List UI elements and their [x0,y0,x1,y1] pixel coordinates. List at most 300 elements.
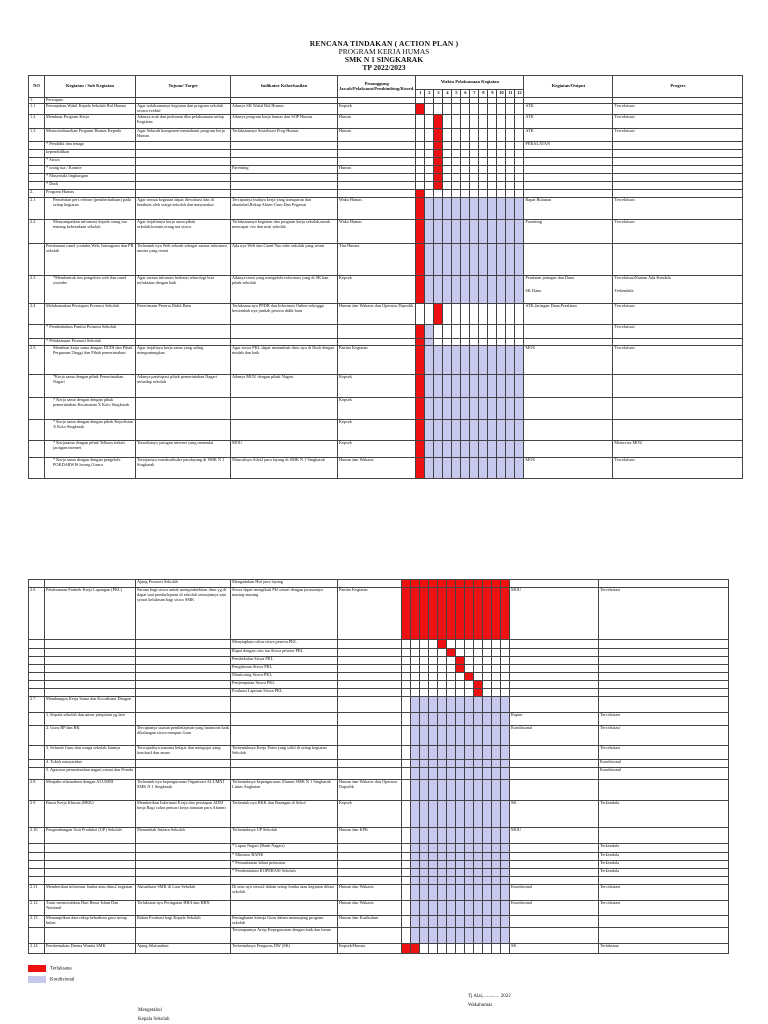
week-cell-6 [447,780,456,801]
row-kegiatan: *Membentuk tim pengelola web dan canel youtube [45,276,136,304]
row-tujuan [136,174,231,182]
week-cell-3 [420,944,429,954]
row-indikator: * Pemanfaatan lahan pertanian [231,861,338,869]
week-cell-6 [447,901,456,916]
week-cell-3 [434,142,443,150]
row-indikator: Evaluasi Laporan Siswa PKL [231,689,338,697]
row-indikator: * Lapau Nagari (Bank Nagari) [231,844,338,853]
row-output [510,916,599,928]
row-kegiatan: * Siswa [45,158,136,166]
row-output [524,339,613,346]
row-number [29,458,45,479]
doc-title: RENCANA TINDAKAN ( ACTION PLAN ) [309,39,459,48]
week-cell-10 [497,142,506,150]
week-cell-4 [429,657,438,665]
week-cell-5 [438,580,447,588]
week-cell-12 [501,689,510,697]
week-cell-1 [416,158,425,166]
week-cell-9 [488,276,497,304]
week-cell-2 [411,640,420,649]
table-row [29,339,743,346]
week-cell-9 [474,640,483,649]
week-cell-12 [501,697,510,713]
week-cell-1 [416,458,425,479]
row-number: 2.11 [29,885,45,901]
week-cell-1 [402,877,411,885]
row-tujuan: Agar sarana infomasi berbasis teknologi bisa terlaksana dengan baik [136,276,231,304]
week-cell-5 [438,746,447,760]
week-cell-4 [429,885,438,901]
row-number [29,760,45,768]
week-cell-1 [402,885,411,901]
week-cell-1 [402,861,411,869]
row-indikator [231,182,338,190]
week-cell-10 [497,276,506,304]
row-number [29,673,45,681]
week-cell-10 [497,174,506,182]
week-cell-12 [515,166,524,174]
row-kegiatan: kependidikan [45,150,136,158]
week-header-6: 6 [461,90,470,98]
week-cell-10 [483,588,492,640]
row-kegiatan: Mensosialisasikan Program Humas Kepada [45,129,136,142]
row-progres [599,928,729,944]
week-cell-10 [497,150,506,158]
week-cell-1 [416,115,425,129]
row-penanggung-jawab: Humas dan Wakasis [338,901,402,916]
week-cell-6 [461,325,470,339]
week-cell-7 [456,861,465,869]
row-progres [599,640,729,649]
week-cell-9 [474,681,483,689]
row-penanggung-jawab: Humas [338,166,416,174]
week-cell-9 [488,166,497,174]
row-penanggung-jawab [338,150,416,158]
row-kegiatan: 5. Aparatur pemerintahan nagari,camat dan Pemda [45,768,136,780]
row-progres: Kondisional [599,760,729,768]
week-cell-7 [456,780,465,801]
week-cell-10 [483,828,492,844]
week-cell-4 [429,726,438,746]
week-cell-10 [483,697,492,713]
week-cell-2 [425,129,434,142]
week-cell-11 [492,746,501,760]
week-cell-7 [456,828,465,844]
row-penanggung-jawab [338,844,402,853]
week-cell-12 [501,580,510,588]
week-cell-4 [429,713,438,726]
row-indikator: Agar siswa PKL dapat menambah ilmu nya di Dudi dengan mudah dan baik [231,346,338,375]
week-cell-4 [429,844,438,853]
row-penanggung-jawab [338,697,402,713]
week-cell-12 [515,142,524,150]
week-header-5: 5 [452,90,461,98]
row-indikator: MOU [231,441,338,458]
week-cell-10 [483,877,492,885]
week-cell-7 [470,166,479,174]
week-cell-7 [470,441,479,458]
week-cell-1 [416,129,425,142]
row-progres: Terkendala [599,853,729,861]
week-cell-3 [434,441,443,458]
week-cell-5 [438,877,447,885]
week-cell-11 [506,166,515,174]
week-cell-2 [411,746,420,760]
table-row [29,689,729,697]
week-cell-1 [416,182,425,190]
week-cell-9 [488,346,497,375]
row-progres: Tercelaisasi [613,325,743,339]
row-number [29,150,45,158]
row-tujuan [136,657,231,665]
week-cell-11 [492,713,501,726]
row-tujuan: Agar semua kegiatan dapat diewubasi dan di ketahuei oleh warga sekolah dan masyarakat [136,198,231,220]
week-cell-6 [447,726,456,746]
row-progres: Tercelaisasi [613,304,743,325]
week-header-4: 4 [443,90,452,98]
week-cell-7 [456,853,465,861]
row-number [29,339,45,346]
row-progres [599,673,729,681]
week-cell-8 [465,916,474,928]
week-cell-7 [470,276,479,304]
row-indikator: Parenting [231,166,338,174]
week-cell-2 [411,916,420,928]
week-cell-2 [425,198,434,220]
row-number: 1.3 [29,129,45,142]
row-output [510,689,599,697]
row-tujuan: Agar terjalinya kerja sama yang saling menguntungkan [136,346,231,375]
row-output: MOU [524,458,613,479]
week-cell-5 [438,944,447,954]
week-cell-3 [420,673,429,681]
week-cell-3 [434,190,443,198]
row-number: 2.6 [29,588,45,640]
row-penanggung-jawab [338,928,402,944]
week-cell-2 [425,115,434,129]
week-cell-4 [443,129,452,142]
week-cell-2 [425,190,434,198]
row-number [29,861,45,869]
week-cell-9 [474,861,483,869]
row-tujuan: Tersedianya jaringan internet yang memadai [136,441,231,458]
week-cell-11 [492,801,501,828]
week-cell-4 [429,649,438,657]
row-output: ATK [524,115,613,129]
week-cell-6 [447,665,456,673]
week-cell-4 [429,580,438,588]
week-cell-11 [492,853,501,861]
week-cell-9 [474,944,483,954]
week-cell-2 [425,182,434,190]
week-cell-5 [438,657,447,665]
week-cell-6 [447,640,456,649]
week-cell-9 [474,901,483,916]
week-cell-12 [501,885,510,901]
week-cell-5 [438,768,447,780]
week-cell-7 [456,640,465,649]
week-cell-12 [515,150,524,158]
row-progres [599,828,729,844]
row-penanggung-jawab: Humas dan KPK [338,828,402,844]
week-cell-6 [461,142,470,150]
row-progres: Kondisional [599,768,729,780]
row-output: MOU [510,588,599,640]
week-header-12: 12 [515,90,524,98]
week-cell-3 [420,697,429,713]
week-cell-10 [483,885,492,901]
row-output [510,877,599,885]
row-kegiatan: Bursa Kerja Khusus (BKK) [45,801,136,828]
row-penanggung-jawab: Humas dan Wakasis dan Operator Dapodik [338,780,402,801]
row-number [29,713,45,726]
week-cell-7 [470,115,479,129]
row-indikator [231,150,338,158]
row-output: ATK [524,129,613,142]
week-cell-1 [402,665,411,673]
row-tujuan [136,325,231,339]
row-number [29,746,45,760]
week-cell-10 [483,944,492,954]
week-cell-9 [474,916,483,928]
week-cell-5 [438,928,447,944]
week-cell-3 [434,158,443,166]
row-kegiatan: Pengembangan Unit Produksi (UP) Sekolah [45,828,136,844]
row-number [29,142,45,150]
row-output [524,420,613,441]
week-cell-9 [474,657,483,665]
row-number [29,869,45,877]
col-header-waktu: Waktu Pelaksanaan Kegiatan [416,76,524,90]
row-progres: Tercelaisasi [599,588,729,640]
row-output [510,649,599,657]
row-progres [613,182,743,190]
row-tujuan [136,398,231,420]
row-indikator: Terbentuknya Kerja Team yang solid di setiap kegiatan Sekolah [231,746,338,760]
row-progres: Tercelaisasi [613,458,743,479]
row-number [29,726,45,746]
row-kegiatan [45,580,136,588]
table-row [29,869,729,877]
week-cell-1 [416,375,425,398]
week-cell-6 [447,760,456,768]
week-cell-6 [447,944,456,954]
row-tujuan [136,768,231,780]
week-cell-2 [425,244,434,276]
week-cell-9 [474,853,483,861]
row-tujuan [136,861,231,869]
week-cell-8 [479,375,488,398]
row-indikator: Munculnya Atlet2 para layang di SMK N 1 Singkarak [231,458,338,479]
row-number: 2.2 [29,220,45,244]
week-cell-3 [420,780,429,801]
week-cell-8 [465,944,474,954]
week-cell-2 [425,346,434,375]
week-cell-5 [452,276,461,304]
row-number [29,877,45,885]
row-kegiatan: Membangun Kerja Sama dan Koordinasi Dengan [45,697,136,713]
table-row [29,198,743,220]
row-tujuan [136,681,231,689]
row-kegiatan [45,673,136,681]
row-penanggung-jawab: Kepsek [338,441,416,458]
row-penanggung-jawab [338,142,416,150]
table-row [29,190,743,198]
week-cell-1 [402,689,411,697]
week-cell-5 [452,398,461,420]
week-cell-10 [483,844,492,853]
row-penanggung-jawab [338,713,402,726]
week-cell-1 [402,828,411,844]
week-cell-1 [402,801,411,828]
week-cell-3 [420,760,429,768]
row-indikator [231,697,338,713]
week-cell-1 [402,780,411,801]
row-progres: Tercelaisasi [599,713,729,726]
week-cell-8 [479,220,488,244]
row-penanggung-jawab [338,325,416,339]
week-cell-5 [438,869,447,877]
week-cell-5 [452,220,461,244]
week-cell-4 [429,828,438,844]
row-number: 2.9 [29,801,45,828]
week-cell-5 [452,150,461,158]
row-kegiatan: Penunjukan Wakil Kepala Sekolah Bid Humas [45,104,136,115]
row-progres: Tercelaisasi [613,129,743,142]
row-progres [599,697,729,713]
week-cell-12 [501,828,510,844]
week-cell-2 [411,681,420,689]
action-plan-table-1 [28,75,743,479]
week-cell-8 [465,640,474,649]
week-cell-6 [461,458,470,479]
week-cell-7 [470,304,479,325]
week-cell-3 [434,129,443,142]
row-kegiatan [45,640,136,649]
table-row [29,142,743,150]
week-cell-4 [429,801,438,828]
week-cell-9 [488,190,497,198]
week-cell-7 [470,398,479,420]
table-row [29,182,743,190]
week-cell-11 [506,375,515,398]
week-cell-2 [411,901,420,916]
week-cell-1 [402,588,411,640]
row-indikator: Siswa dapat mengikuti Pkl sesuai dengan jurusannya masing-masing [231,588,338,640]
week-cell-11 [506,346,515,375]
week-cell-11 [492,861,501,869]
week-cell-4 [429,768,438,780]
table-row [29,441,743,458]
week-cell-7 [456,697,465,713]
table-row [29,640,729,649]
row-tujuan [136,697,231,713]
week-cell-1 [402,901,411,916]
legend-done-swatch [28,965,46,972]
week-cell-5 [452,166,461,174]
week-cell-4 [443,104,452,115]
row-penanggung-jawab: Tim Humas [338,244,416,276]
week-cell-7 [456,885,465,901]
week-cell-5 [438,760,447,768]
week-cell-12 [501,713,510,726]
week-cell-3 [420,726,429,746]
week-cell-11 [506,129,515,142]
row-kegiatan: Membuat Program Kerja [45,115,136,129]
row-indikator: Di utus nya siswa2 dalam setiap lomba atau kegiatan diluar sekolah [231,885,338,901]
row-kegiatan: 1. Kepala sekolah dan unsur pimpinan yg lain [45,713,136,726]
row-tujuan [136,869,231,877]
week-cell-6 [447,673,456,681]
doc-year: TP 2022/2023 [362,63,406,72]
week-cell-1 [416,398,425,420]
week-cell-10 [483,649,492,657]
week-cell-9 [474,780,483,801]
week-cell-6 [461,150,470,158]
week-cell-3 [434,304,443,325]
row-output: Parenting [524,220,613,244]
week-cell-1 [416,304,425,325]
row-output [510,665,599,673]
week-cell-11 [492,869,501,877]
week-cell-12 [501,588,510,640]
week-cell-9 [474,801,483,828]
week-cell-7 [456,944,465,954]
row-progres: Terkendala [599,844,729,853]
row-tujuan: Terlaksana nya Peringatan HBA dan HBN [136,901,231,916]
row-progres [613,375,743,398]
week-cell-2 [411,944,420,954]
week-cell-5 [452,375,461,398]
week-cell-1 [402,640,411,649]
row-progres [599,657,729,665]
row-kegiatan: Turut memeriahkan Hari Besar Islam Dan Nasional [45,901,136,916]
week-cell-9 [474,689,483,697]
week-cell-3 [420,588,429,640]
row-progres [599,877,729,885]
row-indikator: Tersimpannya Arsip Kepegawaian dengan baik dan benar [231,928,338,944]
row-output [524,325,613,339]
week-cell-9 [488,150,497,158]
week-cell-7 [470,325,479,339]
week-cell-2 [425,220,434,244]
row-tujuan: Bahan Evaluasi bagi Kepala Sekolah [136,916,231,928]
row-progres: Tercelaisasi [613,346,743,375]
row-indikator: Adanya program kerja humas dan SOP Humas [231,115,338,129]
week-cell-10 [483,801,492,828]
week-cell-12 [515,158,524,166]
row-tujuan [136,339,231,346]
row-penanggung-jawab [338,339,416,346]
row-indikator [231,901,338,916]
week-cell-3 [434,174,443,182]
week-cell-12 [515,346,524,375]
week-cell-2 [425,142,434,150]
week-cell-3 [434,339,443,346]
week-cell-2 [425,420,434,441]
row-tujuan: Adanya partisipasi pihak pemerintahan Nagari terhadap sekolah [136,375,231,398]
week-cell-1 [416,220,425,244]
week-cell-3 [434,346,443,375]
week-cell-10 [483,713,492,726]
row-number: 2.8 [29,780,45,801]
row-number [29,420,45,441]
row-output [524,244,613,276]
week-cell-12 [501,869,510,877]
week-cell-10 [497,339,506,346]
week-cell-2 [411,580,420,588]
week-cell-3 [420,901,429,916]
